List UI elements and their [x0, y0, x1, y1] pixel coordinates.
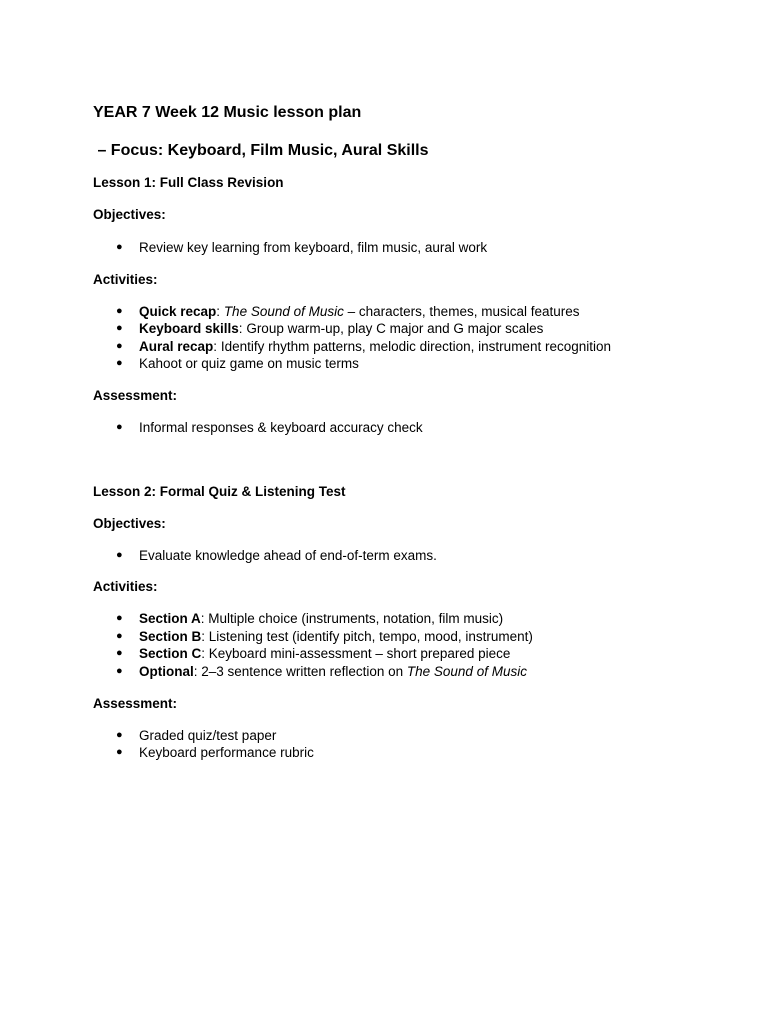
bullet-icon: ● [116, 647, 123, 660]
list-item: ● Section C: Keyboard mini-assessment – short prepared piece [116, 646, 511, 662]
bullet-icon: ● [116, 548, 123, 561]
lesson-2-heading: Lesson 2: Formal Quiz & Listening Test [93, 483, 346, 499]
lesson-1-heading: Lesson 1: Full Class Revision [93, 175, 284, 190]
list-item: ● Review key learning from keyboard, film music, aural work [116, 240, 488, 255]
lesson-1-objectives-list [93, 239, 733, 257]
lesson-1-assessment-label: Assessment: [93, 387, 178, 403]
list-item: ● Section B: Listening test (identify pitch, tempo, mood, instrument) [116, 628, 533, 644]
document-page [93, 102, 733, 762]
list-item: ● Section A: Multiple choice (instruments, notation, film music) [116, 611, 504, 627]
bullet-icon: ● [116, 339, 123, 352]
list-item: ● Informal responses & keyboard accuracy check [116, 419, 423, 435]
bullet-icon: ● [116, 241, 123, 253]
bullet-icon: ● [116, 420, 123, 433]
lesson-1-activities-list [93, 303, 733, 373]
list-item: ● Graded quiz/test paper [116, 727, 277, 743]
bullet-icon: ● [116, 612, 123, 625]
bullet-icon: ● [116, 629, 123, 642]
list-item: ● Optional: 2–3 sentence written reflection on The Sound of Music [116, 663, 527, 679]
bullet-icon: ● [116, 304, 123, 317]
list-item: ● Quick recap: The Sound of Music – characters, themes, musical features [116, 303, 580, 319]
lesson-2-assessment-list [93, 727, 733, 762]
list-item: ● Kahoot or quiz game on music terms [116, 356, 359, 372]
document-title: YEAR 7 Week 12 Music lesson plan [93, 104, 362, 121]
lesson-1-activities-label: Activities: [93, 271, 158, 287]
list-item: ● Keyboard performance rubric [116, 745, 314, 761]
list-item: ● Aural recap: Identify rhythm patterns, melodic direction, instrument recognition [116, 338, 611, 354]
lesson-1-assessment-list [93, 419, 733, 437]
bullet-icon: ● [116, 357, 123, 370]
lesson-2-objectives-label: Objectives: [93, 515, 166, 531]
document-subtitle: – Focus: Keyboard, Film Music, Aural Skills [93, 142, 429, 159]
bullet-icon: ● [116, 728, 123, 741]
bullet-icon: ● [116, 664, 123, 677]
bullet-icon: ● [116, 322, 123, 335]
list-item: ● Keyboard skills: Group warm-up, play C major and G major scales [116, 321, 544, 337]
lesson-1-objectives-label: Objectives: [93, 207, 166, 222]
lesson-2-activities-label: Activities: [93, 579, 158, 595]
list-item: ● Evaluate knowledge ahead of end-of-term exams. [116, 547, 437, 563]
lesson-2-objectives-list [93, 547, 733, 565]
lesson-2-activities-list [93, 610, 733, 680]
bullet-icon: ● [116, 746, 123, 759]
lesson-2-assessment-label: Assessment: [93, 695, 178, 711]
